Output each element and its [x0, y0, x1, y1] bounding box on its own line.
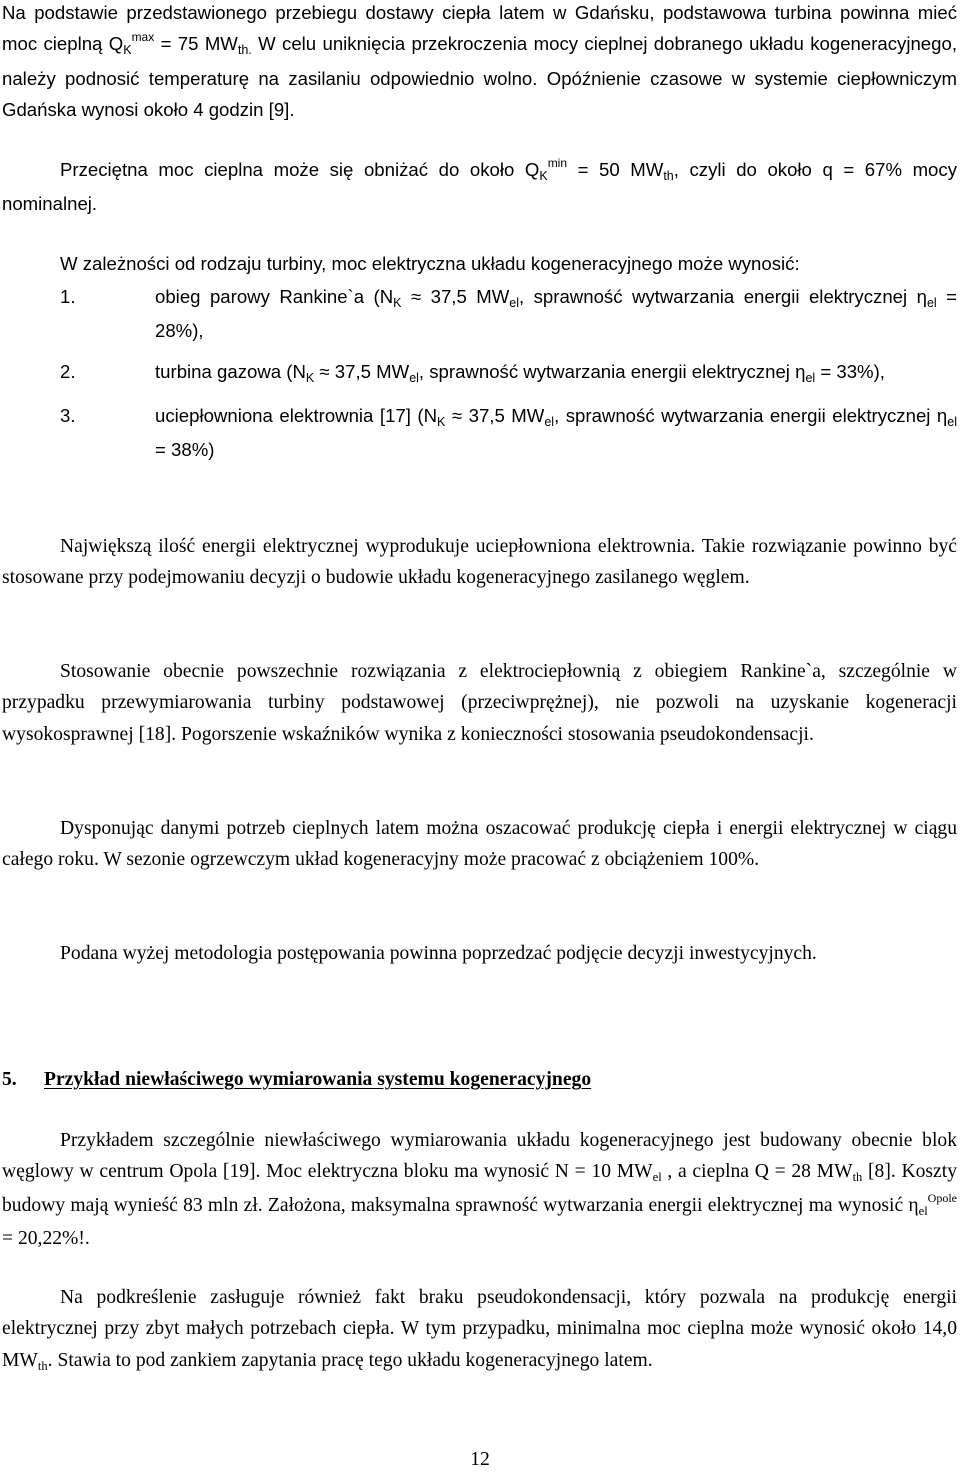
paragraph-rankine-issues: Stosowanie obecnie powszechnie rozwiązania z elektrociepłownią z obiegiem Rankine`a, szczególnie w przypadku przewymiarowania turbiny podstawowej (przeciwprężnej), nie pozwoli na uzyskanie kogeneracji wysokosprawnej [18]. Pogorszenie wskaźników wynika z konieczności stosowania pseudokondensacji. [2, 661, 957, 745]
list-item [2, 400, 957, 465]
p2-text-a: Przeciętna moc cieplna może się obniżać do około Q [60, 159, 540, 180]
page-number: 12 [470, 1449, 490, 1470]
p2-sub-th: th [663, 169, 674, 183]
p1-sub-th: th. [237, 43, 252, 58]
paragraph-opole-example: Przykładem szczególnie niewłaściwego wymiarowania układu kogeneracyjnego jest budowany obecnie blok węglowy w centrum Opola [19]. Moc elektryczna bloku ma wynosić N = 10 $MW_{el}$ , a cieplna Q = 28 $MW_{th}$ [8]. Koszty budowy mają wynieść 83 mln zł. Założona, maksymalna sprawność wytwarzania energii elektrycznej ma wynosić $\eta_{el}^{Opole} = 20,22\%$!. [2, 1130, 957, 1249]
list-item-text: obieg parowy Rankine`a ($N_K \approx 37,5$ $MW_{el}$, sprawność wytwarzania energii elektrycznej $\eta_{el} = 28\%$), [155, 286, 957, 341]
list-item [2, 281, 957, 346]
paragraph-best-option: Największą ilość energii elektrycznej wyprodukuje uciepłowniona elektrownia. Takie rozwiązanie powinno być stosowane przy podejmowaniu decyzji o budowie układu kogeneracyjnego zasilanego węglem. [2, 536, 957, 589]
list-item-text: turbina gazowa ($N_K \approx 37,5$ $MW_{el}$, sprawność wytwarzania energii elektrycznej $\eta_{el} = 33\%$), [155, 361, 885, 385]
p2-sup-min: min [547, 156, 568, 170]
p1-text-c: W celu uniknięcia przekroczenia mocy cieplnej dobranego układu kogeneracyjnego, należy podnosić temperaturę na zasilaniu odpowiednio wolno. Opóźnienie czasowe w systemie ciepłowniczym Gdańska wynosi około 4 godzin [9]. [2, 33, 957, 120]
paragraph-average-heat-power [2, 154, 957, 220]
p2-text-b: = 50 MW [567, 159, 664, 180]
p1-sub-k: K [123, 43, 132, 58]
paragraph-yearly-estimation: Dysponując danymi potrzeb cieplnych latem można oszacować produkcję ciepła i energii elektrycznej w ciągu całego roku. W sezonie ogrzewczym układ kogeneracyjny może pracować z obciążeniem 100%. [2, 818, 957, 871]
list-item-number: 1. [60, 286, 76, 307]
paragraph-pseudocondensation: Na podkreślenie zasługuje również fakt braku pseudokondensacji, który pozwala na produkcję energii elektrycznej przy zbyt małych potrzebach ciepła. W tym przypadku, minimalna moc cieplna może wynosić około 14,0 $MW_{th}$. Stawia to pod zankiem zapytania pracę tego układu kogeneracyjnego latem. [2, 1287, 957, 1373]
section-heading [2, 1067, 591, 1093]
list-item [2, 356, 957, 390]
section-number: 5. [2, 1069, 17, 1090]
section-title: Przykład niewłaściwego wymiarowania systemu kogeneracyjnego [44, 1069, 592, 1090]
paragraph-turbine-options-intro: W zależności od rodzaju turbiny, moc elektryczna układu kogeneracyjnego może wynosić: [60, 253, 800, 274]
list-item-number: 2. [60, 361, 76, 382]
turbine-options-list [2, 281, 957, 465]
paragraph-methodology: Podana wyżej metodologia postępowania powinna poprzedzać podjęcie decyzji inwestycyjnych. [60, 943, 817, 964]
list-item-text: uciepłowniona elektrownia [17] ($N_K \approx 37,5$ $MW_{el}$, sprawność wytwarzania energii elektrycznej $\eta_{el} = 38\%$) [155, 405, 957, 460]
p2-sub-k: K [539, 169, 548, 183]
list-item-number: 3. [60, 405, 76, 426]
paragraph-summer-heat-demand [2, 0, 957, 125]
p1-text-b: = 75 MW [154, 33, 238, 55]
p2-text-c: , czyli do około q = 67% mocy nominalnej. [2, 159, 957, 215]
p1-sup-max: max [131, 30, 155, 45]
p1-text-a: Na podstawie przedstawionego przebiegu dostawy ciepła latem w Gdańsku, podstawowa turbina powinna mieć moc cieplną Q [2, 2, 957, 55]
